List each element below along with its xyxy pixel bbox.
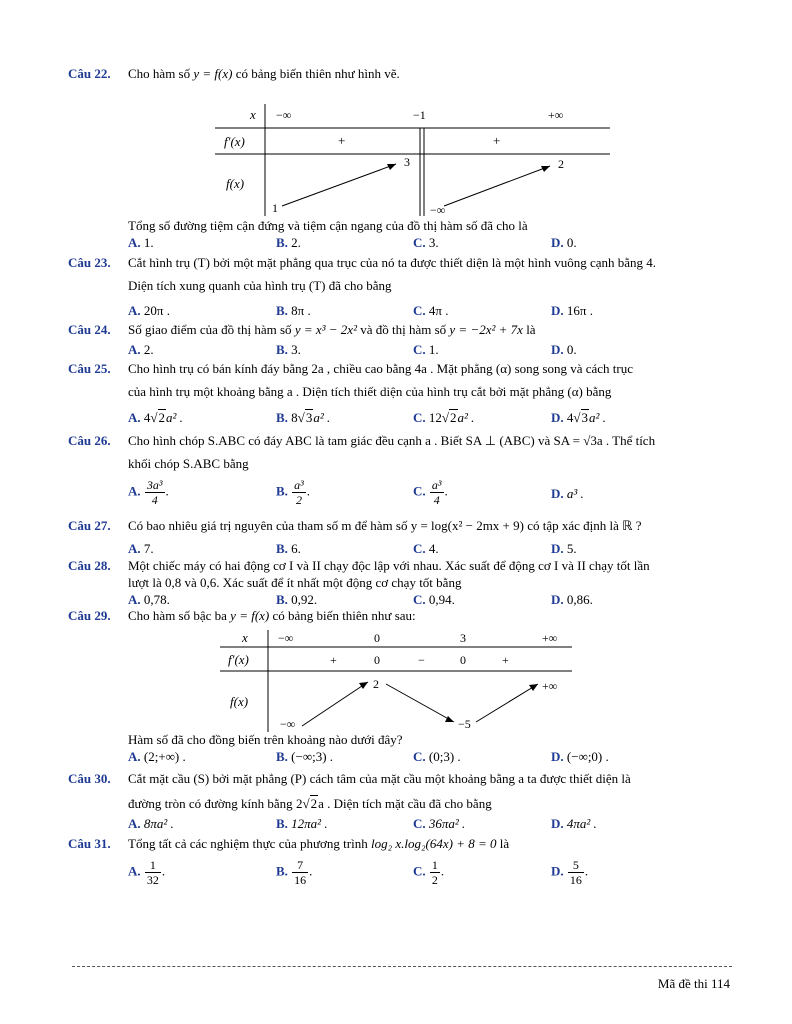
- x-value: 3: [460, 631, 466, 645]
- sign: 0: [460, 653, 466, 667]
- option-a[interactable]: A. (2;+∞) .: [128, 749, 186, 764]
- x-label: x: [242, 630, 248, 645]
- option-a[interactable]: A. 2.: [128, 342, 154, 357]
- option-c[interactable]: C. (0;3) .: [413, 749, 461, 764]
- option-b[interactable]: B. 8π .: [276, 303, 311, 318]
- option-b[interactable]: B. 0,92.: [276, 592, 318, 607]
- fprime-label: f′(x): [224, 134, 245, 149]
- x-value: +∞: [548, 108, 564, 122]
- value-top: 3: [404, 155, 410, 169]
- f-label: f(x): [226, 176, 245, 191]
- option-a[interactable]: A. 7.: [128, 541, 154, 556]
- option-d[interactable]: D. 0.: [551, 342, 577, 357]
- option-c[interactable]: C. 1.: [413, 342, 439, 357]
- increase-arrow: [476, 684, 538, 722]
- x-value: −∞: [276, 108, 292, 122]
- option-d[interactable]: D. a³ .: [551, 486, 584, 501]
- value: −∞: [280, 717, 296, 731]
- increase-arrow: [444, 166, 550, 206]
- question-label: Câu 24.: [68, 322, 111, 337]
- value-bottom: −∞: [430, 203, 446, 217]
- option-d[interactable]: D. 4√3a² .: [551, 410, 606, 425]
- option-b[interactable]: B. $\frac{\text{a³}}{2}$ .: [276, 478, 311, 507]
- variation-table-q29: [216, 628, 576, 732]
- sign: +: [338, 133, 346, 148]
- option-d[interactable]: D. 16π .: [551, 303, 593, 318]
- option-c[interactable]: C. $\frac{\text{a³}}{4}$ .: [413, 478, 448, 507]
- option-d[interactable]: D. $\frac{5}{16}$ .: [551, 858, 589, 887]
- increase-arrow: [282, 164, 396, 206]
- decrease-arrow: [386, 684, 454, 722]
- option-c[interactable]: C. 4.: [413, 541, 439, 556]
- sign: +: [493, 133, 501, 148]
- question-label: Câu 27.: [68, 518, 111, 533]
- variation-table-q22: [210, 100, 610, 218]
- question-label: Câu 25.: [68, 361, 111, 376]
- option-d[interactable]: D. 0.: [551, 235, 577, 250]
- option-a[interactable]: A. 4√2a² .: [128, 410, 183, 425]
- option-c[interactable]: C. 12√2a² .: [413, 410, 475, 425]
- x-value: +∞: [542, 631, 558, 645]
- option-d[interactable]: D. (−∞;0) .: [551, 749, 609, 764]
- fprime-label: f′(x): [228, 652, 249, 667]
- option-a[interactable]: A. 1.: [128, 235, 154, 250]
- arrow-head: [359, 682, 368, 689]
- option-b[interactable]: B. $\frac{7}{16}$ .: [276, 858, 313, 887]
- question-text: Cho hàm số y = f(x) có bảng biến thiên như hình vẽ.: [128, 66, 400, 81]
- option-a[interactable]: A. 8πa² .: [128, 816, 174, 831]
- sign: −: [418, 653, 425, 667]
- arrow-head: [529, 684, 538, 691]
- option-d[interactable]: D. 5.: [551, 541, 577, 556]
- option-a[interactable]: A. $\frac{1}{32}$ .: [128, 858, 166, 887]
- option-c[interactable]: C. 0,94.: [413, 592, 455, 607]
- question-label: Câu 31.: [68, 836, 111, 851]
- option-a[interactable]: A. 0,78.: [128, 592, 170, 607]
- question-label: Câu 26.: [68, 433, 111, 448]
- option-c[interactable]: C. 4π .: [413, 303, 449, 318]
- f-label: f(x): [230, 694, 249, 709]
- option-b[interactable]: B. 3.: [276, 342, 301, 357]
- x-value: −1: [413, 108, 426, 122]
- sign: +: [330, 653, 337, 667]
- option-b[interactable]: B. 12πa² .: [276, 816, 328, 831]
- option-b[interactable]: B. 2.: [276, 235, 301, 250]
- question-label: Câu 23.: [68, 255, 111, 270]
- value-bottom: 1: [272, 201, 278, 215]
- option-c[interactable]: C. 36πa² .: [413, 816, 466, 831]
- value: +∞: [542, 679, 558, 693]
- option-d[interactable]: D. 0,86.: [551, 592, 593, 607]
- question-label: Câu 29.: [68, 608, 111, 623]
- value: −5: [458, 717, 471, 731]
- option-b[interactable]: B. 6.: [276, 541, 301, 556]
- sign: 0: [374, 653, 380, 667]
- option-a[interactable]: A. 20π .: [128, 303, 170, 318]
- option-a[interactable]: A. $\frac{\text{3a³}}{4}$ .: [128, 478, 169, 507]
- page-label: Mã đề thi 114: [657, 976, 730, 991]
- arrow-head: [445, 716, 454, 722]
- x-value: −∞: [278, 631, 294, 645]
- x-value: 0: [374, 631, 380, 645]
- option-b[interactable]: B. 8√3a² .: [276, 410, 331, 425]
- value: 2: [373, 677, 379, 691]
- option-b[interactable]: B. (−∞;3) .: [276, 749, 334, 764]
- option-c[interactable]: C. $\frac{1}{2}$ .: [413, 858, 445, 887]
- x-label: x: [250, 107, 256, 122]
- question-label: Câu 30.: [68, 771, 111, 786]
- question-label: Câu 22.: [68, 66, 111, 81]
- option-c[interactable]: C. 3.: [413, 235, 439, 250]
- question-label: Câu 28.: [68, 558, 111, 573]
- sign: +: [502, 653, 509, 667]
- value-top: 2: [558, 157, 564, 171]
- option-d[interactable]: D. 4πa² .: [551, 816, 597, 831]
- footer-divider: [72, 966, 732, 967]
- increase-arrow: [302, 682, 368, 726]
